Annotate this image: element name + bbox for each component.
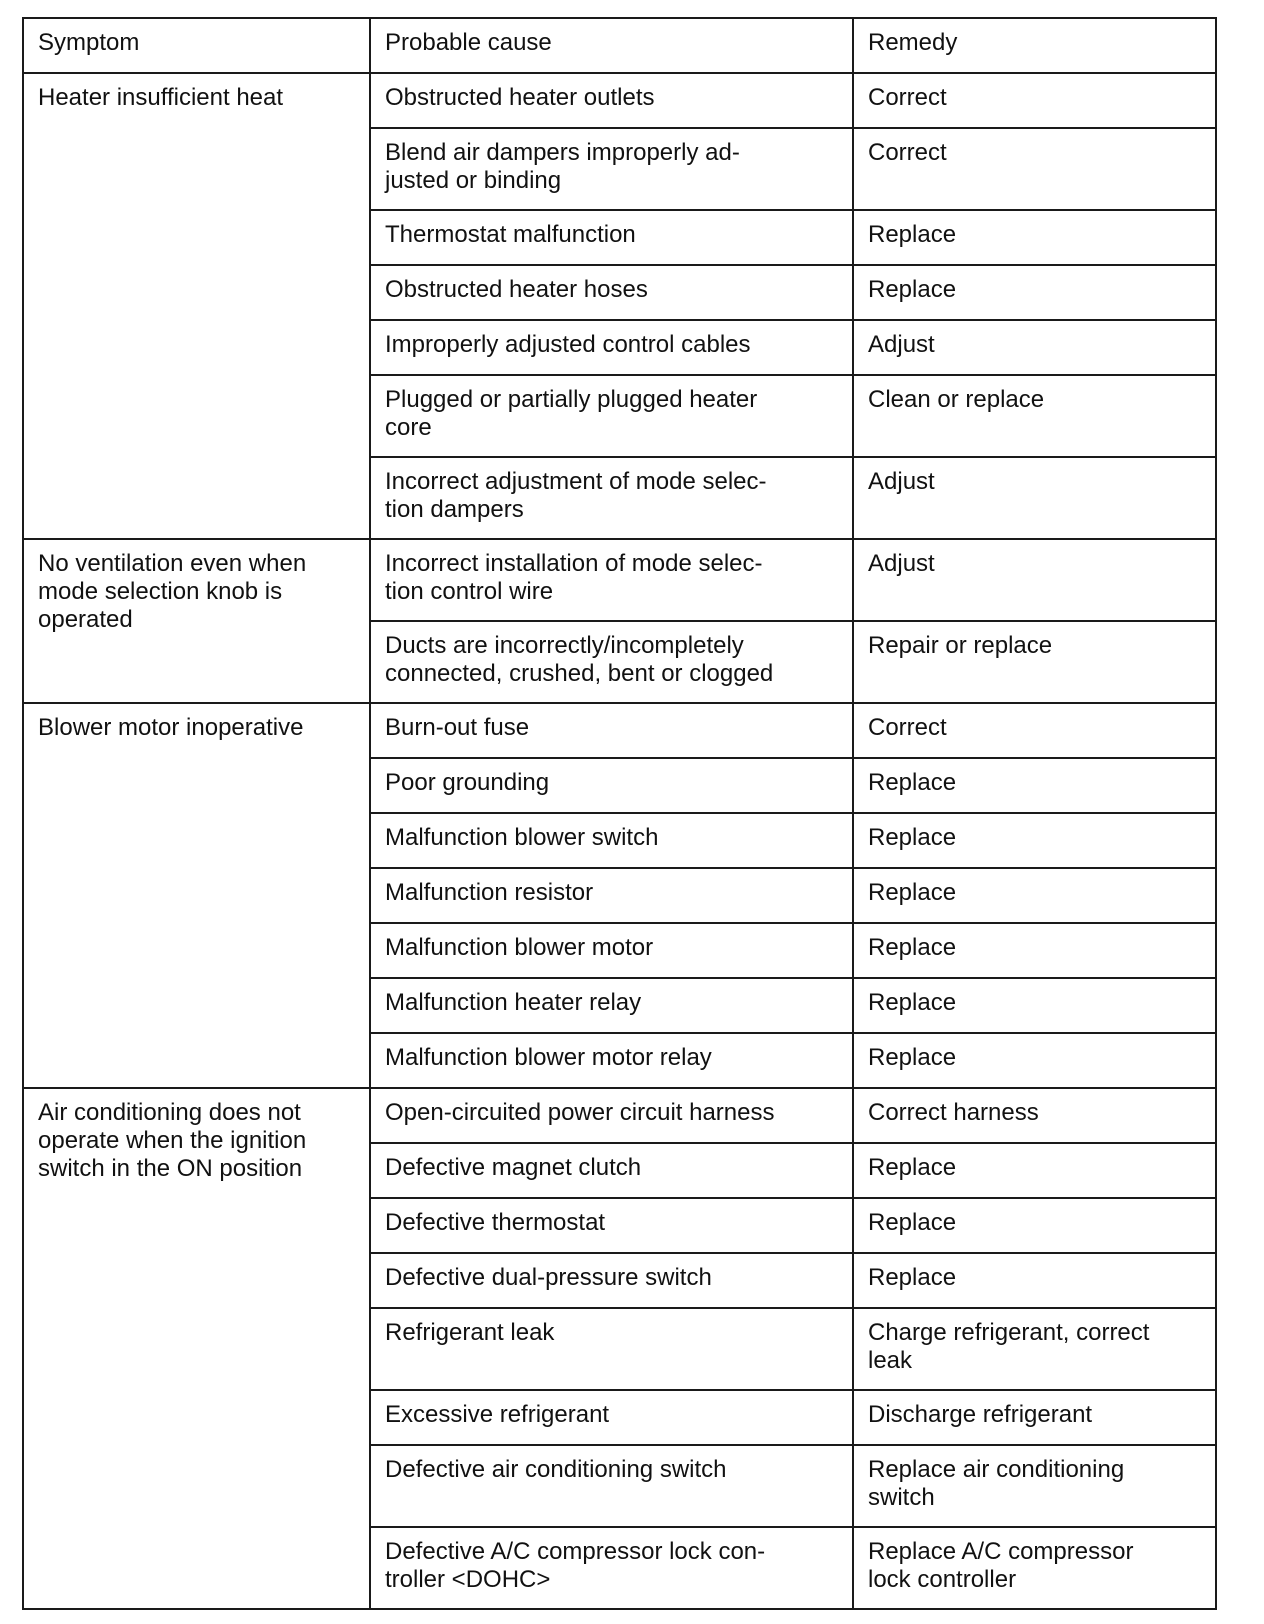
remedy-cell: Replace [853, 1253, 1216, 1308]
cause-cell: Incorrect adjustment of mode selec- tion dampers [370, 457, 853, 539]
symptom-header: Symptom [23, 18, 370, 73]
remedy-cell: Replace [853, 1143, 1216, 1198]
table-row [23, 73, 1216, 128]
cause-cell: Plugged or partially plugged heater core [370, 375, 853, 457]
cause-cell: Malfunction blower motor relay [370, 1033, 853, 1088]
cause-cell: Malfunction heater relay [370, 978, 853, 1033]
cause-cell: Obstructed heater hoses [370, 265, 853, 320]
cause-cell: Obstructed heater outlets [370, 73, 853, 128]
remedy-cell: Replace [853, 1033, 1216, 1088]
table-row [23, 1088, 1216, 1143]
remedy-cell: Replace [853, 923, 1216, 978]
remedy-cell: Charge refrigerant, correct leak [853, 1308, 1216, 1390]
remedy-cell: Replace [853, 813, 1216, 868]
troubleshooting-table [22, 17, 1217, 1610]
cause-cell: Malfunction blower switch [370, 813, 853, 868]
cause-cell: Defective thermostat [370, 1198, 853, 1253]
remedy-cell: Replace [853, 868, 1216, 923]
remedy-cell: Adjust [853, 457, 1216, 539]
cause-cell: Defective dual-pressure switch [370, 1253, 853, 1308]
cause-cell: Open-circuited power circuit harness [370, 1088, 853, 1143]
remedy-cell: Correct [853, 128, 1216, 210]
cause-cell: Incorrect installation of mode selec- tion control wire [370, 539, 853, 621]
remedy-cell: Clean or replace [853, 375, 1216, 457]
cause-cell: Blend air dampers improperly ad- justed or binding [370, 128, 853, 210]
cause-header: Probable cause [370, 18, 853, 73]
cause-cell: Burn-out fuse [370, 703, 853, 758]
cause-cell: Improperly adjusted control cables [370, 320, 853, 375]
remedy-cell: Adjust [853, 539, 1216, 621]
remedy-cell: Correct [853, 73, 1216, 128]
remedy-cell: Replace [853, 210, 1216, 265]
cause-cell: Defective air conditioning switch [370, 1445, 853, 1527]
remedy-cell: Replace A/C compressor lock controller [853, 1527, 1216, 1609]
remedy-cell: Correct [853, 703, 1216, 758]
symptom-cell: No ventilation even when mode selection knob is operated [23, 539, 370, 703]
cause-cell: Defective magnet clutch [370, 1143, 853, 1198]
table-row [23, 539, 1216, 621]
cause-cell: Malfunction blower motor [370, 923, 853, 978]
cause-cell: Refrigerant leak [370, 1308, 853, 1390]
remedy-header: Remedy [853, 18, 1216, 73]
symptom-cell: Air conditioning does not operate when the ignition switch in the ON position [23, 1088, 370, 1609]
remedy-cell: Replace [853, 265, 1216, 320]
symptom-cell: Heater insufficient heat [23, 73, 370, 539]
remedy-cell: Replace air conditioning switch [853, 1445, 1216, 1527]
remedy-cell: Correct harness [853, 1088, 1216, 1143]
header-row [23, 18, 1216, 73]
symptom-cell: Blower motor inoperative [23, 703, 370, 1088]
remedy-cell: Discharge refrigerant [853, 1390, 1216, 1445]
cause-cell: Excessive refrigerant [370, 1390, 853, 1445]
cause-cell: Ducts are incorrectly/incompletely connected, crushed, bent or clogged [370, 621, 853, 703]
cause-cell: Thermostat malfunction [370, 210, 853, 265]
cause-cell: Malfunction resistor [370, 868, 853, 923]
remedy-cell: Replace [853, 758, 1216, 813]
cause-cell: Poor grounding [370, 758, 853, 813]
remedy-cell: Replace [853, 978, 1216, 1033]
remedy-cell: Adjust [853, 320, 1216, 375]
remedy-cell: Replace [853, 1198, 1216, 1253]
remedy-cell: Repair or replace [853, 621, 1216, 703]
table-row [23, 703, 1216, 758]
cause-cell: Defective A/C compressor lock con- troller <DOHC> [370, 1527, 853, 1609]
